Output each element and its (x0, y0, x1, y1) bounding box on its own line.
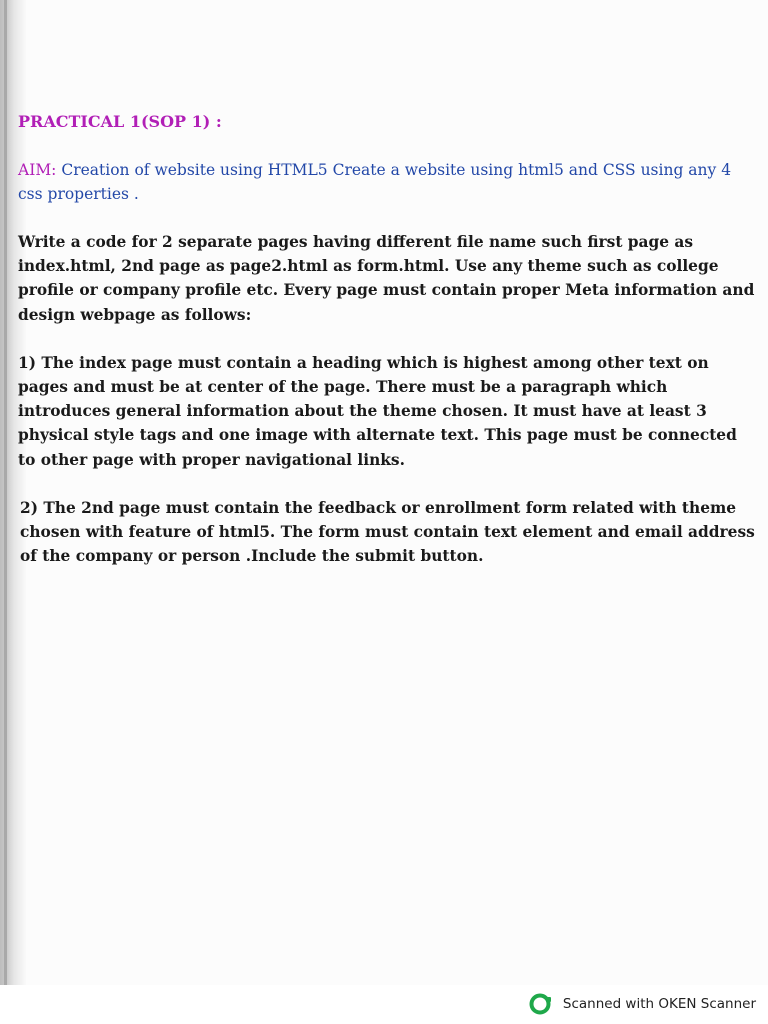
point-2-paragraph: 2) The 2nd page must contain the feedback or enrollment form related with theme chosen with feature of html5. The form must contain text element and email address of the company or person .Include the submit button. (20, 498, 755, 566)
practical-title: PRACTICAL 1(SOP 1) : (18, 112, 222, 131)
aim-text: Creation of website using HTML5 Create a website using html5 and CSS using any 4 css properties . (18, 161, 732, 203)
scanner-text: Scanned with OKEN Scanner (562, 996, 756, 1012)
scanner-footer (0, 985, 768, 1024)
oken-scanner-logo-icon (529, 992, 553, 1016)
scanner-badge (529, 991, 756, 1017)
binding-edge (4, 0, 7, 985)
document-content (18, 110, 758, 568)
aim-label: AIM: (18, 161, 57, 179)
point-1-paragraph: 1) The index page must contain a heading which is highest among other text on pages and must be at center of the page. There must be a paragraph which introduces general information about the theme chosen. It must have at least 3 physical style tags and one image with alternate text. This page must be connected to other page with proper navigational links. (18, 353, 737, 469)
aim-statement (18, 158, 743, 206)
intro-paragraph: Write a code for 2 separate pages having different file name such first page as index.html, 2nd page as page2.html as form.html. Use any theme such as college profile or company profile etc. Every page must contain proper Meta information and design webpage as follows: (18, 233, 755, 324)
